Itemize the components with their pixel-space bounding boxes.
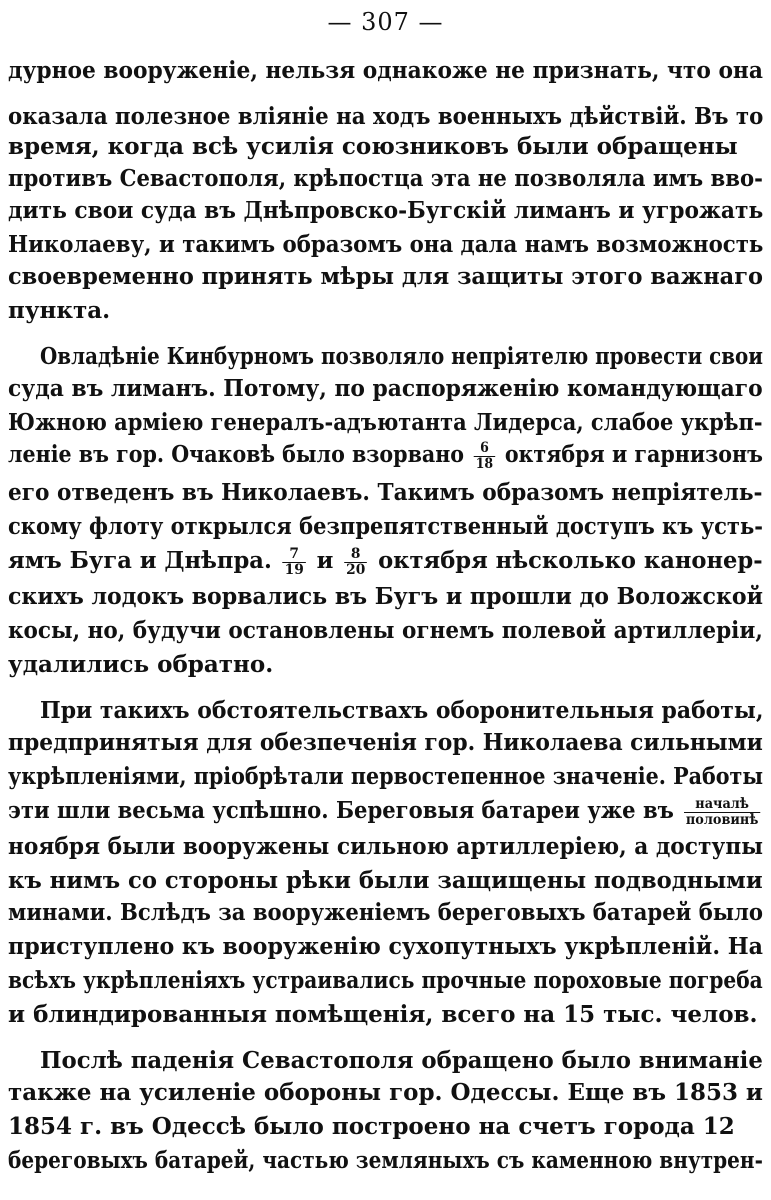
text-line: также на усиленіе обороны гор. Одессы. Еще въ 1853 и [8, 1079, 763, 1106]
text-line [8, 546, 763, 578]
line-text: ямъ Буга и Днѣпра. [8, 547, 272, 574]
text-line: Николаеву, и такимъ образомъ она дала намъ возможность [8, 231, 764, 258]
line-text: октября нѣсколько канонер- [378, 547, 763, 574]
fraction-numerator: 7 [283, 547, 306, 563]
text-line: скому флоту открылся безпрепятственный доступъ къ усть- [8, 513, 763, 540]
text-line: минами. Вслѣдъ за вооруженіемъ береговыхъ батарей было [8, 899, 764, 926]
text-line: укрѣпленіями, пріобрѣтали первостепенное значеніе. Работы [8, 763, 764, 790]
date-fraction [474, 441, 495, 472]
text-line: косы, но, будучи остановлены огнемъ полевой артиллеріи, [8, 617, 763, 644]
text-line: оказала полезное вліяніе на ходъ военныхъ дѣйствій. Въ то [8, 103, 764, 130]
text-line: приступлено къ вооруженію сухопутныхъ укрѣпленій. На [8, 933, 763, 960]
fraction-numerator: 8 [344, 547, 367, 563]
line-text: леніе въ гор. Очаковѣ было взорвано [8, 441, 465, 468]
fraction-numerator: 6 [474, 441, 495, 457]
fraction-denominator: половинѣ [685, 811, 759, 828]
text-line: суда въ лиманъ. Потому, по распоряженію командующаго [8, 375, 763, 402]
date-fraction [344, 547, 367, 578]
text-line: береговыхъ батарей, частью земляныхъ съ каменною внутрен- [8, 1147, 763, 1174]
text-line: предпринятыя для обезпеченія гор. Николаева сильными [8, 729, 763, 756]
text-line: дурное вооруженіе, нельзя однакоже не признать, что она [8, 57, 763, 84]
page-number: — 307 — [327, 8, 444, 36]
text-line: и блиндированныя помѣщенія, всего на 15 тыс. челов. [8, 1001, 758, 1028]
line-text: эти шли весьма успѣшно. Береговыя батареи уже въ [8, 797, 674, 824]
text-line: всѣхъ укрѣпленіяхъ устраивались прочные пороховые погреба [8, 967, 763, 994]
text-line: своевременно принять мѣры для защиты этого важнаго [8, 263, 763, 290]
text-line: удалились обратно. [8, 651, 274, 678]
date-fraction [283, 547, 306, 578]
line-text: октября и гарнизонъ [504, 441, 763, 468]
date-fraction [684, 797, 760, 828]
text-line: Послѣ паденія Севастополя обращено было вниманіе [40, 1047, 763, 1074]
text-line: противъ Севастополя, крѣпостца эта не позволяла имъ вво- [8, 165, 763, 192]
text-line: скихъ лодокъ ворвались въ Бугъ и прошли до Воложской [8, 583, 764, 610]
text-line: время, когда всѣ усилія союзниковъ были обращены [8, 133, 738, 160]
text-line: дить свои суда въ Днѣпровско-Бугскій лиманъ и угрожать [8, 197, 764, 224]
text-line: пункта. [8, 297, 111, 324]
fraction-denominator: 19 [284, 561, 304, 578]
text-line: Южною арміею генералъ-адъютанта Лидерса, слабое укрѣп- [8, 409, 763, 436]
text-line: При такихъ обстоятельствахъ оборонительныя работы, [40, 697, 764, 724]
fraction-denominator: 18 [475, 455, 494, 472]
text-line: его отведенъ въ Николаевъ. Такимъ образомъ непріятель- [8, 479, 763, 506]
text-line: Овладѣніе Кинбурномъ позволяло непріятелю провести свои [40, 343, 763, 370]
line-text: и [316, 547, 334, 574]
text-line [8, 796, 763, 828]
fraction-denominator: 20 [346, 561, 366, 578]
text-line [8, 440, 763, 472]
text-line: 1854 г. въ Одессѣ было построено на счетъ города 12 [8, 1113, 735, 1140]
text-line: къ нимъ со стороны рѣки были защищены подводными [8, 867, 763, 894]
text-line: ноября были вооружены сильною артиллеріею, а доступы [8, 833, 763, 860]
fraction-numerator: началѣ [684, 797, 760, 813]
